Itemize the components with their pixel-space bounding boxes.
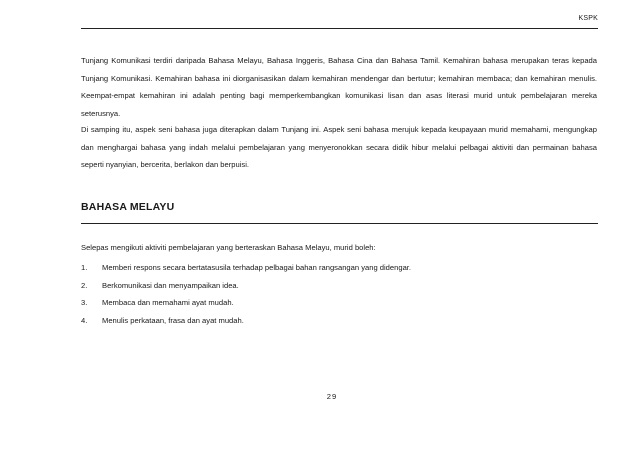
objective-number: 1. <box>81 263 88 272</box>
section-intro: Selepas mengikuti aktiviti pembelajaran yang berteraskan Bahasa Melayu, murid boleh: <box>81 243 376 252</box>
objective-text: Berkomunikasi dan menyampaikan idea. <box>102 280 239 290</box>
objective-number: 3. <box>81 298 88 307</box>
objective-item <box>81 264 411 282</box>
objectives-list <box>81 264 411 334</box>
objective-item <box>81 282 411 300</box>
objective-number: 2. <box>81 280 88 290</box>
objective-number: 4. <box>81 315 88 325</box>
objective-item <box>81 299 411 317</box>
objective-item <box>81 317 411 335</box>
objective-text: Membaca dan memahami ayat mudah. <box>102 298 234 307</box>
objective-text: Menulis perkataan, frasa dan ayat mudah. <box>102 315 244 325</box>
section-rule <box>81 223 598 224</box>
header-rule <box>81 28 598 29</box>
section-title: BAHASA MELAYU <box>81 201 175 213</box>
body-paragraph-1: Tunjang Komunikasi terdiri daripada Bahasa Melayu, Bahasa Inggeris, Bahasa Cina dan Bahasa Tamil. Kemahiran bahasa merupakan teras kepada Tunjang Komunikasi. Kemahiran bahasa ini diorganisasikan dalam kemahiran mendengar dan bertutur; kemahiran membaca; dan kemahiran menulis. Keempat-empat kemahiran ini adalah penting bagi memperkembangkan komunikasi lisan dan asas literasi murid untuk pembelajaran mereka seterusnya. <box>81 56 597 118</box>
body-paragraph-2: Di samping itu, aspek seni bahasa juga diterapkan dalam Tunjang ini. Aspek seni bahasa merujuk kepada keupayaan murid memahami, mengungkap dan menghargai bahasa yang indah melalui pembelajaran yang menyeronokkan secara didik hibur melalui pelbagai aktiviti dan permainan bahasa seperti nyanyian, bercerita, berlakon dan berpuisi. <box>81 125 597 169</box>
objective-text: Memberi respons secara bertatasusila terhadap pelbagai bahan rangsangan yang didengar. <box>102 263 412 272</box>
page-number: 29 <box>326 392 338 401</box>
page-header-label: KSPK <box>578 15 598 22</box>
